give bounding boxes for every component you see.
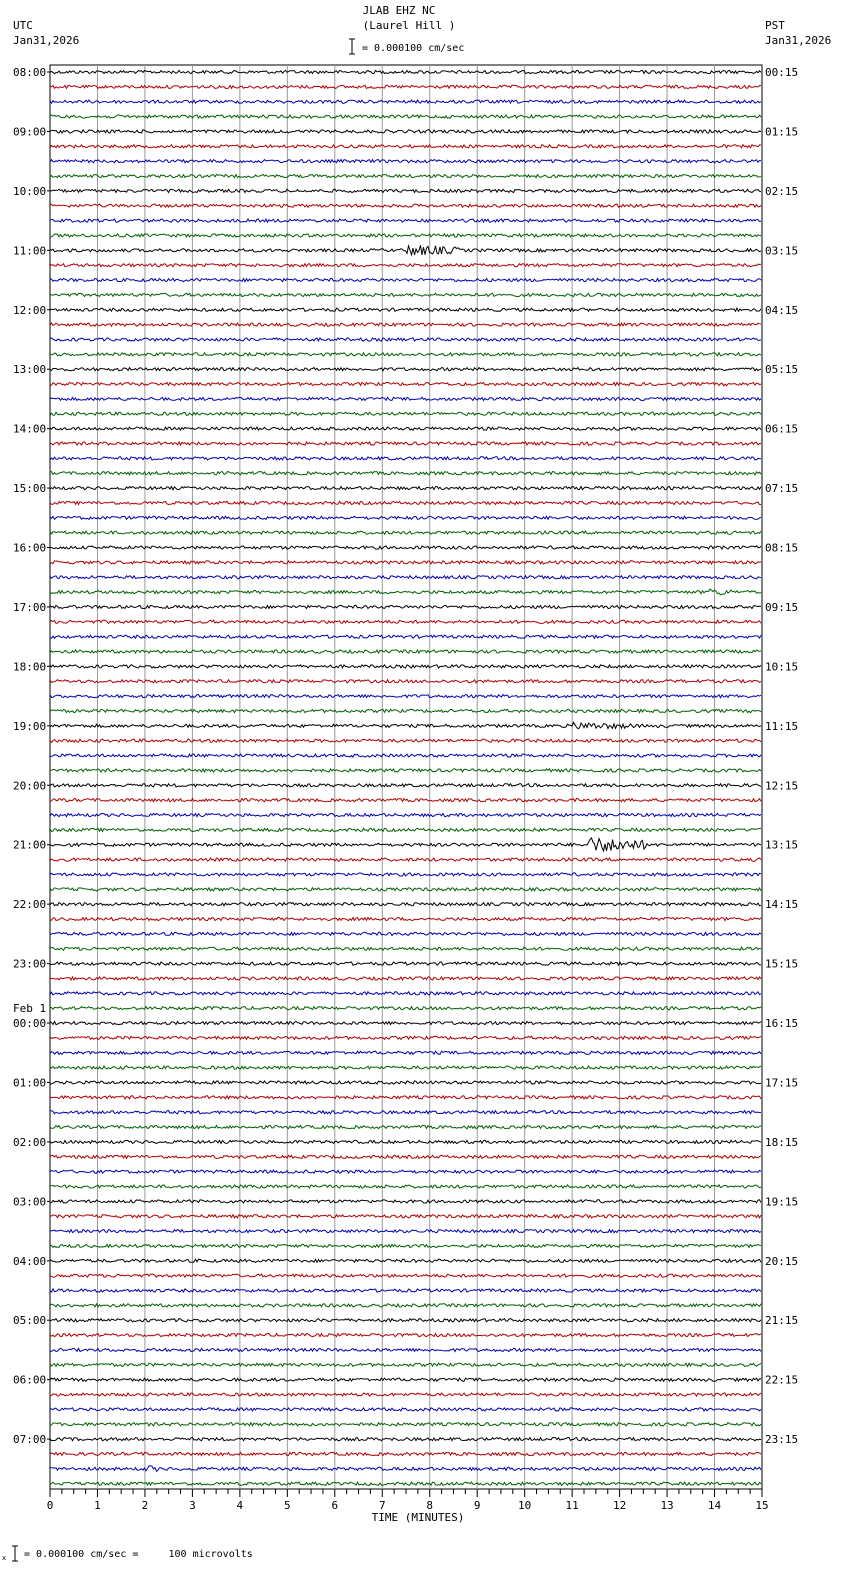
- seismic-trace: [50, 174, 761, 177]
- seismic-trace: [50, 1126, 761, 1129]
- pst-hour-label: 09:15: [765, 600, 799, 614]
- seismic-trace: [50, 368, 761, 371]
- utc-hour-label: 08:00: [13, 66, 47, 79]
- x-tick-label: 5: [284, 1499, 291, 1512]
- seismic-trace: [50, 1348, 761, 1351]
- seismic-trace: [50, 516, 761, 519]
- seismic-trace: [50, 784, 761, 787]
- seismic-trace: [50, 1200, 761, 1203]
- seismic-trace: [50, 1155, 761, 1158]
- seismic-trace: [50, 903, 761, 906]
- seismic-trace: [50, 204, 761, 207]
- utc-date-label: Jan31,2026: [13, 34, 80, 47]
- seismic-trace: [50, 1274, 761, 1277]
- seismic-trace: [50, 858, 761, 861]
- seismic-trace: [50, 130, 761, 133]
- seismic-trace: [50, 1363, 761, 1366]
- seismic-trace: [50, 1438, 761, 1441]
- seismic-trace: [50, 338, 761, 341]
- seismic-trace: [50, 308, 761, 311]
- seismic-trace: [50, 457, 761, 460]
- station-title: JLAB EHZ NC: [362, 4, 436, 17]
- scale-label: = 0.000100 cm/sec: [362, 43, 465, 54]
- pst-hour-label: 00:15: [765, 66, 799, 79]
- seismic-trace: [50, 546, 761, 549]
- seismic-trace: [50, 1408, 761, 1411]
- seismic-trace: [50, 234, 761, 237]
- seismic-trace: [50, 531, 761, 534]
- utc-hour-label: 05:00: [13, 1314, 47, 1328]
- utc-hour-label: 13:00: [13, 363, 47, 377]
- pst-hour-label: 13:15: [765, 838, 799, 852]
- x-tick-label: 4: [236, 1499, 244, 1512]
- x-tick-label: 10: [518, 1499, 532, 1512]
- time-axis: [47, 1489, 769, 1524]
- date-change-label: Feb 1: [13, 1002, 47, 1016]
- seismic-trace: [50, 160, 761, 163]
- utc-hour-label: 19:00: [13, 719, 47, 733]
- x-tick-label: 0: [46, 1499, 54, 1512]
- seismic-trace: [50, 427, 761, 430]
- seismic-trace: [50, 1482, 761, 1485]
- pst-hour-label: 08:15: [765, 541, 799, 555]
- pst-hour-label: 01:15: [765, 125, 799, 139]
- pst-hour-label: 19:15: [765, 1195, 799, 1209]
- seismic-trace: [50, 695, 761, 698]
- seismic-trace: [50, 1081, 761, 1084]
- seismic-trace: [50, 70, 761, 73]
- utc-hour-label: 07:00: [13, 1433, 47, 1447]
- seismic-trace: [50, 754, 761, 757]
- utc-hour-label: 09:00: [13, 125, 47, 139]
- seismic-trace: [50, 650, 761, 653]
- seismic-trace: [50, 1170, 761, 1173]
- utc-hour-label: 16:00: [13, 541, 47, 555]
- seismic-trace: [50, 1334, 761, 1337]
- seismic-trace: [50, 1007, 761, 1010]
- utc-hour-label: 18:00: [13, 660, 47, 674]
- seismic-trace: [50, 709, 761, 712]
- seismic-trace: [50, 189, 761, 192]
- seismic-trace: [50, 739, 761, 742]
- seismic-trace: [50, 992, 761, 995]
- utc-hour-label: 00:00: [13, 1017, 47, 1031]
- pst-hour-label: 10:15: [765, 660, 799, 674]
- footer-scale-bar-icon: [10, 1545, 20, 1563]
- x-tick-label: 11: [565, 1499, 579, 1512]
- seismic-trace: [50, 383, 761, 386]
- utc-hour-label: 23:00: [13, 957, 47, 971]
- pst-hour-label: 12:15: [765, 779, 799, 793]
- seismic-trace: [50, 1466, 761, 1472]
- seismic-trace: [50, 1378, 761, 1381]
- pst-hour-label: 02:15: [765, 184, 799, 198]
- pst-hour-label: 05:15: [765, 363, 799, 377]
- seismic-trace: [50, 799, 761, 802]
- seismic-trace: [50, 1036, 761, 1039]
- seismic-trace: [50, 1259, 761, 1262]
- seismic-trace: [50, 665, 761, 668]
- seismic-trace: [50, 85, 761, 88]
- x-tick-label: 12: [612, 1499, 627, 1512]
- seismic-trace: [50, 323, 761, 326]
- seismic-trace: [50, 932, 761, 935]
- utc-hour-label: 02:00: [13, 1135, 47, 1149]
- utc-hour-label: 20:00: [13, 779, 47, 793]
- pst-hour-label: 22:15: [765, 1373, 799, 1387]
- seismic-trace: [50, 1021, 761, 1024]
- seismic-traces: [50, 70, 761, 1485]
- seismic-trace: [50, 353, 761, 356]
- seismic-trace: [50, 635, 761, 638]
- seismic-trace: [50, 472, 761, 475]
- seismic-trace: [50, 605, 761, 608]
- seismic-trace: [50, 245, 761, 255]
- x-tick-label: 1: [94, 1499, 101, 1512]
- utc-hour-label: 03:00: [13, 1195, 47, 1209]
- x-tick-label: 15: [755, 1499, 769, 1512]
- seismic-trace: [50, 487, 761, 490]
- x-tick-label: 8: [426, 1499, 434, 1512]
- seismic-trace: [50, 100, 761, 103]
- seismic-trace: [50, 769, 761, 772]
- pst-hour-label: 17:15: [765, 1076, 799, 1090]
- seismic-trace: [50, 501, 761, 504]
- seismic-trace: [50, 1051, 761, 1054]
- utc-hour-label: 22:00: [13, 898, 47, 912]
- seismic-trace: [50, 977, 761, 980]
- seismic-trace: [50, 873, 761, 876]
- seismic-trace: [50, 838, 761, 851]
- seismic-trace: [50, 1230, 761, 1233]
- seismic-trace: [50, 1215, 761, 1218]
- pst-hour-label: 23:15: [765, 1433, 799, 1447]
- seismic-trace: [50, 1066, 761, 1069]
- footer-scale-note: = 0.000100 cm/sec = 100 microvolts: [24, 1549, 253, 1560]
- utc-hour-label: 01:00: [13, 1076, 47, 1090]
- seismic-trace: [50, 947, 761, 950]
- seismic-trace: [50, 561, 761, 564]
- pst-zone-label: PST: [765, 19, 785, 32]
- seismic-trace: [50, 293, 761, 296]
- seismic-trace: [50, 1185, 761, 1188]
- utc-hour-label: 15:00: [13, 482, 47, 496]
- utc-hour-label: 14:00: [13, 422, 47, 436]
- pst-hour-label: 15:15: [765, 957, 799, 971]
- seismic-trace: [50, 278, 761, 281]
- seismic-trace: [50, 219, 761, 222]
- footer-mark: x: [2, 1554, 7, 1562]
- x-tick-label: 6: [331, 1499, 339, 1512]
- station-location: (Laurel Hill ): [362, 19, 456, 32]
- seismic-trace: [50, 1289, 761, 1292]
- seismic-trace: [50, 962, 761, 965]
- seismic-trace: [50, 397, 761, 400]
- pst-hour-label: 06:15: [765, 422, 799, 436]
- seismic-trace: [50, 620, 761, 623]
- pst-hour-label: 11:15: [765, 719, 799, 733]
- pst-hour-label: 16:15: [765, 1017, 799, 1031]
- seismic-trace: [50, 1140, 761, 1143]
- x-tick-label: 7: [378, 1499, 386, 1512]
- utc-hour-label: 17:00: [13, 600, 47, 614]
- seismic-trace: [50, 442, 761, 445]
- pst-hour-label: 21:15: [765, 1314, 799, 1328]
- utc-hour-label: 10:00: [13, 184, 47, 198]
- pst-hour-label: 03:15: [765, 244, 799, 258]
- seismic-trace: [50, 412, 761, 415]
- seismic-trace: [50, 589, 761, 595]
- seismic-trace: [50, 1244, 761, 1247]
- seismic-trace: [50, 1111, 761, 1114]
- seismic-trace: [50, 680, 761, 683]
- x-tick-label: 3: [189, 1499, 196, 1512]
- seismic-trace: [50, 1393, 761, 1396]
- pst-hour-label: 20:15: [765, 1254, 799, 1268]
- seismic-trace: [50, 1319, 761, 1322]
- utc-hour-label: 12:00: [13, 303, 47, 317]
- utc-hour-label: 11:00: [13, 244, 47, 258]
- utc-hour-label: 04:00: [13, 1254, 47, 1268]
- x-axis-label: TIME (MINUTES): [371, 1511, 465, 1524]
- seismic-trace: [50, 145, 761, 148]
- seismic-trace: [50, 115, 761, 118]
- seismic-trace: [50, 722, 761, 728]
- seismic-trace: [50, 917, 761, 920]
- utc-hour-label: 06:00: [13, 1373, 47, 1387]
- pst-hour-label: 18:15: [765, 1135, 799, 1149]
- seismic-trace: [50, 1096, 761, 1099]
- x-tick-label: 14: [707, 1499, 722, 1512]
- seismic-trace: [50, 888, 761, 891]
- seismic-trace: [50, 264, 761, 267]
- seismic-trace: [50, 828, 761, 831]
- utc-zone-label: UTC: [13, 19, 33, 32]
- seismic-trace: [50, 1452, 761, 1455]
- utc-hour-label: 21:00: [13, 838, 47, 852]
- x-tick-label: 2: [141, 1499, 149, 1512]
- x-tick-label: 13: [660, 1499, 674, 1512]
- seismic-trace: [50, 1423, 761, 1426]
- seismic-trace: [50, 1304, 761, 1307]
- pst-hour-label: 14:15: [765, 898, 799, 912]
- pst-date-label: Jan31,2026: [765, 34, 832, 47]
- pst-hour-label: 07:15: [765, 482, 799, 496]
- seismic-trace: [50, 813, 761, 816]
- x-tick-label: 9: [473, 1499, 481, 1512]
- pst-hour-label: 04:15: [765, 303, 799, 317]
- seismic-trace: [50, 576, 761, 579]
